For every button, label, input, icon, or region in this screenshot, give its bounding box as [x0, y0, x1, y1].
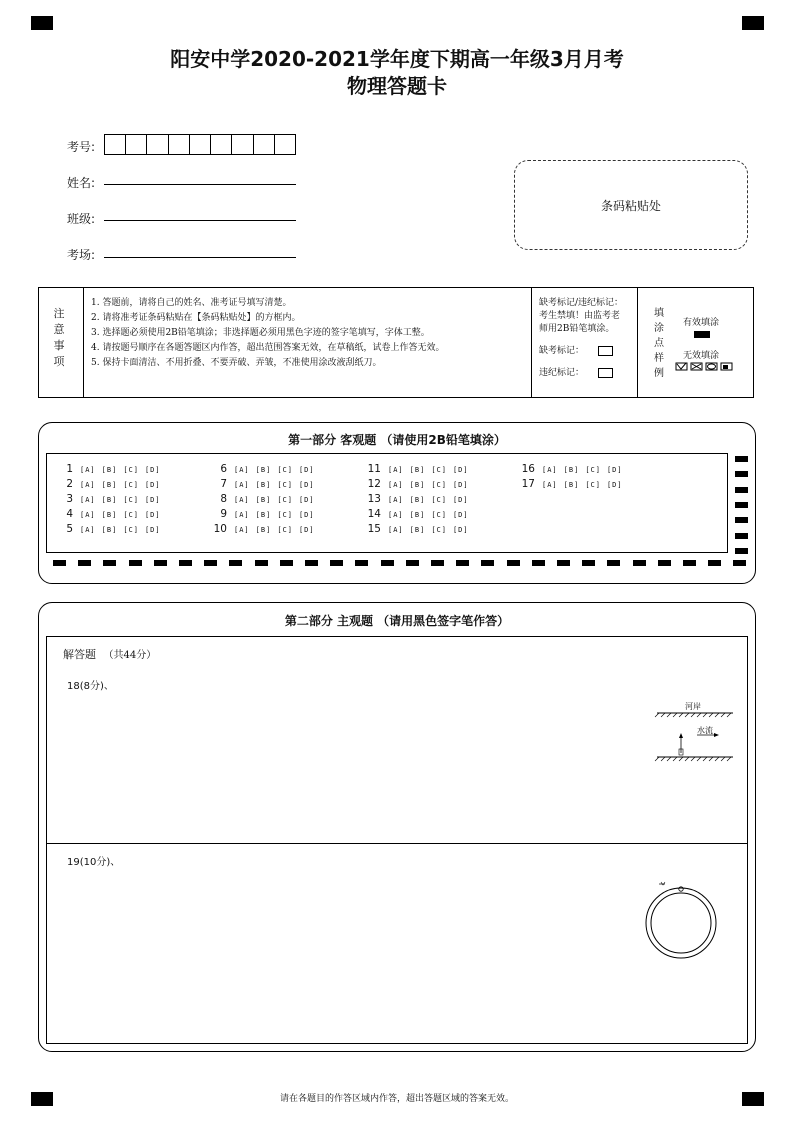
notice-item: 3. 选择题必须使用2B铅笔填涂；非选择题必须用黑色字迹的签字笔填写，字体工整。	[91, 328, 430, 338]
answer-bubble[interactable]: [C]	[123, 511, 139, 519]
question-number: 10	[213, 523, 227, 535]
objective-question-13	[361, 493, 475, 505]
question-number: 1	[66, 463, 73, 475]
answer-bubble[interactable]: [C]	[123, 481, 139, 489]
question-number: 8	[220, 493, 227, 505]
room-label: 考场:	[67, 248, 96, 262]
river-bank-label: 河岸	[685, 702, 701, 711]
answer-bubble[interactable]: [C]	[123, 466, 139, 474]
objective-question-3	[53, 493, 167, 505]
answer-bubble[interactable]: [B]	[255, 526, 272, 534]
answer-bubble[interactable]: [D]	[452, 466, 469, 474]
answer-bubble[interactable]: [A]	[542, 466, 558, 474]
timing-mark	[633, 560, 646, 566]
answer-bubble[interactable]: [D]	[452, 481, 469, 489]
timing-mark	[735, 502, 748, 508]
answer-bubble[interactable]: [A]	[234, 481, 250, 489]
timing-mark	[406, 560, 419, 566]
timing-mark	[431, 560, 444, 566]
answer-bubble[interactable]: [B]	[101, 526, 118, 534]
corner-mark-top-left	[31, 16, 53, 30]
answer-bubble[interactable]: [B]	[409, 526, 426, 534]
timing-mark	[129, 560, 142, 566]
corner-mark-top-right	[742, 16, 764, 30]
answer-bubble[interactable]: [C]	[123, 526, 139, 534]
timing-mark	[735, 456, 748, 462]
section-heading: 解答题 （共44分）	[63, 648, 157, 661]
timing-mark	[78, 560, 91, 566]
timing-mark	[330, 560, 343, 566]
notice-item: 1. 答题前，请将自己的姓名、准考证号填写清楚。	[91, 298, 292, 308]
timing-mark	[733, 560, 746, 566]
exam-number-label: 考号:	[67, 140, 96, 154]
question-number: 6	[220, 463, 227, 475]
answer-bubble[interactable]: [A]	[388, 511, 404, 519]
objective-question-17	[515, 478, 629, 490]
answer-bubble[interactable]: [C]	[431, 526, 447, 534]
question-number: 14	[367, 508, 381, 520]
answer-bubble[interactable]: [C]	[277, 526, 293, 534]
timing-mark	[582, 560, 595, 566]
answer-bubble[interactable]: [A]	[234, 526, 250, 534]
answer-bubble[interactable]: [C]	[431, 481, 447, 489]
page-subtitle: 物理答题卡	[347, 74, 447, 98]
answer-bubble[interactable]: [B]	[409, 466, 426, 474]
answer-bubble[interactable]: [B]	[101, 511, 118, 519]
notice-item: 5. 保持卡面清洁、不用折叠、不要弄破、弄皱，不准使用涂改液刮纸刀。	[91, 358, 382, 368]
timing-mark	[204, 560, 217, 566]
question-number: 12	[367, 478, 381, 490]
barcode-area	[514, 160, 748, 250]
answer-bubble[interactable]: [D]	[298, 466, 315, 474]
timing-mark	[355, 560, 368, 566]
answer-bubble[interactable]: [B]	[255, 481, 272, 489]
objective-question-15	[361, 523, 475, 535]
answer-bubble[interactable]: [B]	[255, 511, 272, 519]
answer-bubble[interactable]: [B]	[409, 511, 426, 519]
notice-item: 2. 请将准考证条码粘贴在【条码粘贴处】的方框内。	[91, 313, 301, 323]
answer-bubble[interactable]: [C]	[431, 511, 447, 519]
timing-mark	[735, 548, 748, 554]
question-number: 2	[66, 478, 73, 490]
answer-bubble[interactable]: [A]	[388, 526, 404, 534]
timing-mark	[557, 560, 570, 566]
question-19-label: 19(10分)、	[67, 857, 121, 868]
answer-bubble[interactable]: [B]	[101, 466, 118, 474]
name-label: 姓名:	[67, 176, 96, 190]
answer-bubble[interactable]: [A]	[234, 496, 250, 504]
objective-question-16	[515, 463, 629, 475]
notice-title: 注意事项	[53, 307, 65, 368]
timing-mark	[381, 560, 394, 566]
answer-bubble[interactable]: [A]	[80, 496, 96, 504]
question-number: 16	[521, 463, 535, 475]
subjective-title: 第二部分 主观题 （请用黑色签字笔作答）	[284, 614, 510, 628]
class-field[interactable]	[104, 219, 296, 221]
answer-bubble[interactable]: [D]	[452, 511, 469, 519]
answer-bubble[interactable]: [D]	[452, 496, 469, 504]
answer-bubble[interactable]: [B]	[101, 496, 118, 504]
answer-bubble[interactable]: [C]	[277, 466, 293, 474]
timing-mark	[229, 560, 242, 566]
answer-bubble[interactable]: [C]	[277, 481, 293, 489]
timing-mark	[280, 560, 293, 566]
class-label: 班级:	[67, 212, 96, 226]
answer-bubble[interactable]: [B]	[409, 481, 426, 489]
answer-bubble[interactable]: [B]	[101, 481, 118, 489]
timing-mark	[53, 560, 66, 566]
timing-mark	[154, 560, 167, 566]
timing-mark	[708, 560, 721, 566]
water-flow-label: 水流	[697, 726, 713, 735]
objective-question-11	[361, 463, 475, 475]
barcode-label: 条码粘贴处	[600, 198, 661, 213]
objective-question-1	[53, 463, 167, 475]
answer-bubble[interactable]: [D]	[144, 496, 161, 504]
timing-mark	[658, 560, 671, 566]
answer-bubble[interactable]: [D]	[144, 481, 161, 489]
answer-bubble[interactable]: [A]	[80, 526, 96, 534]
answer-bubble[interactable]: [B]	[409, 496, 426, 504]
objective-answer-grid	[46, 453, 728, 553]
objective-title: 第一部分 客观题 （请使用2B铅笔填涂）	[288, 433, 506, 447]
question-number: 9	[220, 508, 227, 520]
answer-bubble[interactable]: [A]	[80, 481, 96, 489]
answer-bubble[interactable]: [D]	[298, 496, 315, 504]
answer-bubble[interactable]: [A]	[234, 466, 250, 474]
question-number: 3	[66, 493, 73, 505]
timing-mark	[103, 560, 116, 566]
absent-mark[interactable]: 缺考标记：	[539, 343, 613, 356]
answer-bubble[interactable]: [D]	[298, 526, 315, 534]
name-field[interactable]	[104, 183, 296, 185]
answer-bubble[interactable]: [A]	[80, 511, 96, 519]
answer-bubble[interactable]: [B]	[563, 466, 580, 474]
answer-bubble[interactable]: [C]	[585, 466, 601, 474]
answer-bubble[interactable]: [D]	[452, 526, 469, 534]
footer-note: 请在各题目的作答区域内作答，超出答题区域的答案无效。	[279, 1094, 514, 1104]
answer-bubble[interactable]: [C]	[431, 496, 447, 504]
answer-bubble[interactable]: [C]	[431, 466, 447, 474]
notice-list	[91, 296, 444, 371]
invalid-fill-samples	[675, 362, 737, 372]
answer-bubble[interactable]: [B]	[255, 496, 272, 504]
valid-fill-label: 有效填涂	[683, 318, 720, 328]
question-divider	[47, 843, 747, 844]
sample-title: 填涂点样例	[654, 308, 664, 379]
timing-mark	[305, 560, 318, 566]
answer-bubble[interactable]: [A]	[80, 466, 96, 474]
timing-mark	[735, 487, 748, 493]
answer-bubble[interactable]: [A]	[542, 481, 558, 489]
timing-mark	[179, 560, 192, 566]
answer-bubble[interactable]: [D]	[298, 481, 315, 489]
answer-bubble[interactable]: [A]	[388, 481, 404, 489]
answer-bubble[interactable]: [A]	[388, 466, 404, 474]
timing-mark	[683, 560, 696, 566]
page-title: 阳安中学2020-2021学年度下期高一年级3月月考	[170, 47, 624, 71]
objective-question-12	[361, 478, 475, 490]
timing-mark	[735, 471, 748, 477]
timing-mark	[532, 560, 545, 566]
question-number: 11	[367, 463, 381, 475]
subjective-answer-area[interactable]	[46, 636, 748, 1044]
question-number: 15	[367, 523, 381, 535]
answer-bubble[interactable]: [D]	[144, 466, 161, 474]
objective-question-6	[207, 463, 321, 475]
answer-bubble[interactable]: [C]	[277, 496, 293, 504]
answer-bubble[interactable]: [D]	[606, 466, 623, 474]
objective-question-14	[361, 508, 475, 520]
objective-question-8	[207, 493, 321, 505]
answer-bubble[interactable]: [A]	[388, 496, 404, 504]
circular-track-diagram	[641, 881, 721, 961]
answer-bubble[interactable]: [A]	[234, 511, 250, 519]
objective-question-2	[53, 478, 167, 490]
absence-note: 缺考标记/违纪标记： 考生禁填！由监考老 师用2B铅笔填涂。	[539, 298, 624, 334]
timing-mark	[456, 560, 469, 566]
answer-bubble[interactable]: [B]	[563, 481, 580, 489]
timing-mark	[481, 560, 494, 566]
answer-bubble[interactable]: [B]	[255, 466, 272, 474]
objective-question-9	[207, 508, 321, 520]
violation-mark[interactable]: 违纪标记：	[539, 365, 613, 378]
timing-mark	[507, 560, 520, 566]
notice-box	[38, 287, 754, 398]
valid-fill-sample	[694, 331, 710, 338]
question-number: 17	[521, 478, 535, 490]
answer-bubble[interactable]: [C]	[123, 496, 139, 504]
question-18-label: 18(8分)、	[67, 681, 114, 692]
answer-bubble[interactable]: [C]	[585, 481, 601, 489]
question-number: 7	[220, 478, 227, 490]
answer-bubble[interactable]: [D]	[144, 511, 161, 519]
question-number: 5	[66, 523, 73, 535]
answer-bubble[interactable]: [D]	[144, 526, 161, 534]
timing-mark	[735, 517, 748, 523]
timing-mark	[255, 560, 268, 566]
answer-bubble[interactable]: [D]	[298, 511, 315, 519]
timing-mark	[735, 533, 748, 539]
question-number: 13	[367, 493, 381, 505]
answer-bubble[interactable]: [D]	[606, 481, 623, 489]
room-field[interactable]	[104, 256, 296, 258]
answer-bubble[interactable]: [C]	[277, 511, 293, 519]
question-number: 4	[66, 508, 73, 520]
objective-question-10	[207, 523, 321, 535]
notice-item: 4. 请按题号顺序在各题答题区内作答，超出范围答案无效，在草稿纸，试卷上作答无效。	[91, 343, 445, 353]
invalid-fill-label: 无效填涂	[683, 351, 720, 361]
objective-question-5	[53, 523, 167, 535]
objective-question-7	[207, 478, 321, 490]
objective-question-4	[53, 508, 167, 520]
timing-mark	[607, 560, 620, 566]
exam-number-boxes[interactable]	[104, 134, 296, 155]
